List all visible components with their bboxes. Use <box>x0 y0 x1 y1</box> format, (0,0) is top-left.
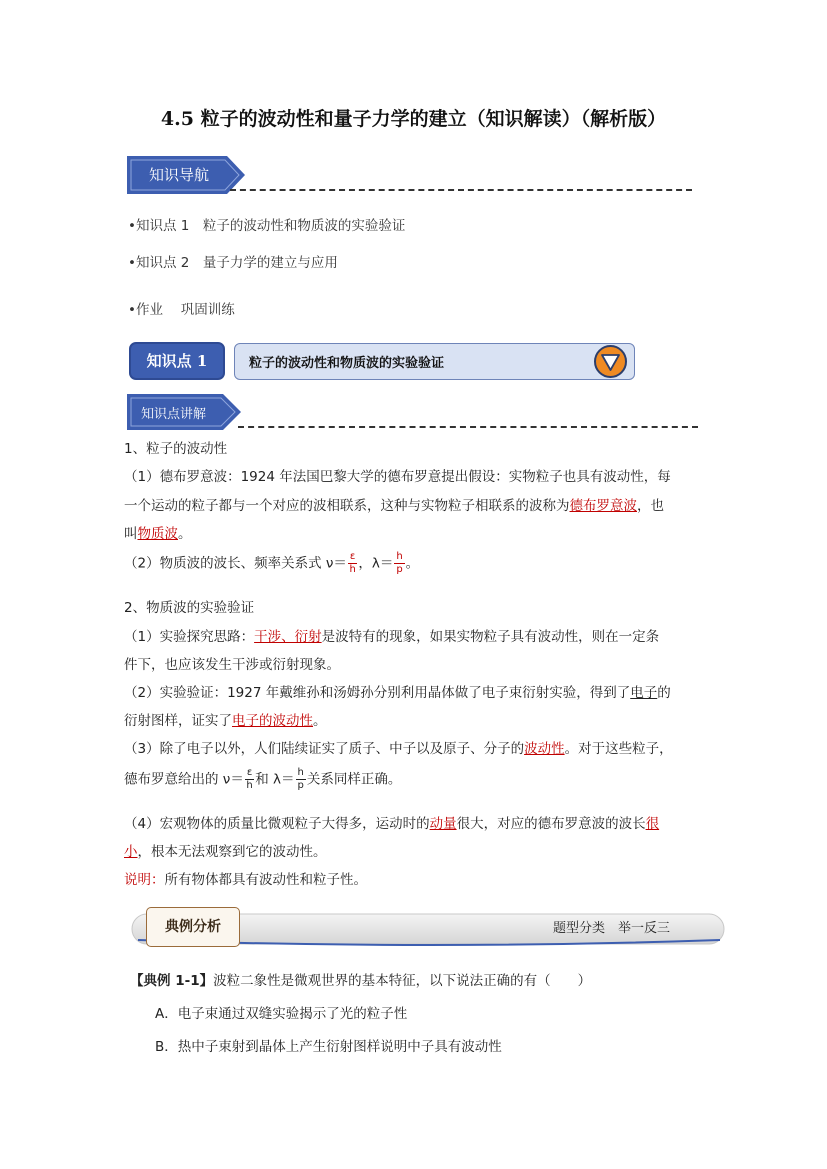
term-very-small-a: 很 <box>645 816 660 832</box>
section2-heading: 2、物质波的实验验证 <box>124 600 255 616</box>
para6-line1: （4）宏观物体的质量比微观粒子大得多，运动时的动量很大，对应的德布罗意波的波长很 <box>124 816 660 832</box>
explain-banner <box>127 394 243 434</box>
term-matter-wave: 物质波 <box>137 526 178 542</box>
para3-line1: （1）实验探究思路：干涉、衍射是波特有的现象，如果实物粒子具有波动性，则在一定条 <box>124 629 660 645</box>
fraction-lambda: $\frac{h}{p}$ <box>396 551 403 575</box>
term-wave-nature: 波动性 <box>524 741 565 757</box>
section1-heading: 1、粒子的波动性 <box>124 441 228 457</box>
nav-item-kp2[interactable]: •知识点 2 量子力学的建立与应用 <box>128 255 338 271</box>
nav-item-homework[interactable]: •作业 巩固训练 <box>128 302 235 318</box>
para5-line2: 德布罗意给出的 ν＝ $\frac{\varepsilon}{h}$ 和 λ＝ $\frac{h}{p}$ 关系同样正确。 <box>124 767 402 791</box>
term-interference-diffraction: 干涉、衍射 <box>254 629 322 645</box>
kp1-bar-title: 粒子的波动性和物质波的实验验证 <box>249 356 445 371</box>
para4-line1: （2）实验验证：1927 年戴维孙和汤姆孙分别利用晶体做了电子束衍射实验，得到了电子的 <box>124 685 671 701</box>
term-very-small-b: 小 <box>124 844 138 860</box>
example-question-label: 【典例 1-1】 <box>130 973 214 989</box>
term-de-broglie-wave: 德布罗意波 <box>569 498 637 514</box>
explain-banner-label: 知识点讲解 <box>141 407 207 422</box>
term-electron-wave: 电子的波动性 <box>232 713 313 729</box>
para2-formula-line: （2）物质波的波长、频率关系式 ν＝ $\frac{\varepsilon}{h}$ ，λ＝ $\frac{h}{p}$ 。 <box>124 551 420 575</box>
para4-line2: 衍射图样，证实了电子的波动性。 <box>124 713 327 729</box>
fraction-nu-2: $\frac{\varepsilon}{h}$ <box>246 767 253 791</box>
para5-line1: （3）除了电子以外，人们陆续证实了质子、中子以及原子、分子的波动性。对于这些粒子， <box>124 741 673 757</box>
note-line: 说明：所有物体都具有波动性和粒子性。 <box>124 872 367 888</box>
example-question: 【典例 1-1】波粒二象性是微观世界的基本特征，以下说法正确的有（ ） <box>130 973 592 989</box>
option-a[interactable]: A．电子束通过双缝实验揭示了光的粒子性 <box>155 1006 408 1022</box>
nav-divider <box>230 189 692 191</box>
para1-line2: 一个运动的粒子都与一个对应的波相联系，这种与实物粒子相联系的波称为德布罗意波，也 <box>124 498 664 514</box>
nav-banner <box>127 156 247 198</box>
explain-divider <box>238 426 698 428</box>
nav-banner-label: 知识导航 <box>149 166 210 184</box>
option-b[interactable]: B．热中子束射到晶体上产生衍射图样说明中子具有波动性 <box>155 1039 502 1055</box>
para1-line3: 叫物质波。 <box>124 526 192 542</box>
expand-arrow-icon[interactable] <box>594 345 627 378</box>
example-banner-label: 典例分析 <box>146 907 240 947</box>
page-title: 4.5 粒子的波动性和量子力学的建立（知识解读）（解析版） <box>160 108 667 130</box>
para3-line2: 件下，也应该发生干涉或衍射现象。 <box>124 657 340 673</box>
term-momentum: 动量 <box>429 816 457 832</box>
para6-line2: 小，根本无法观察到它的波动性。 <box>124 844 327 860</box>
fraction-lambda-2: $\frac{h}{p}$ <box>297 767 304 791</box>
note-label: 说明： <box>124 872 165 888</box>
term-electron: 电子 <box>630 685 658 701</box>
example-banner-right: 题型分类 举一反三 <box>553 921 671 936</box>
nav-item-kp1[interactable]: •知识点 1 粒子的波动性和物质波的实验验证 <box>128 218 406 234</box>
kp1-badge: 知识点 1 <box>129 342 225 380</box>
para1-line1: （1）德布罗意波：1924 年法国巴黎大学的德布罗意提出假设：实物粒子也具有波动性，每 <box>124 469 671 485</box>
fraction-nu: $\frac{\varepsilon}{h}$ <box>349 551 356 575</box>
